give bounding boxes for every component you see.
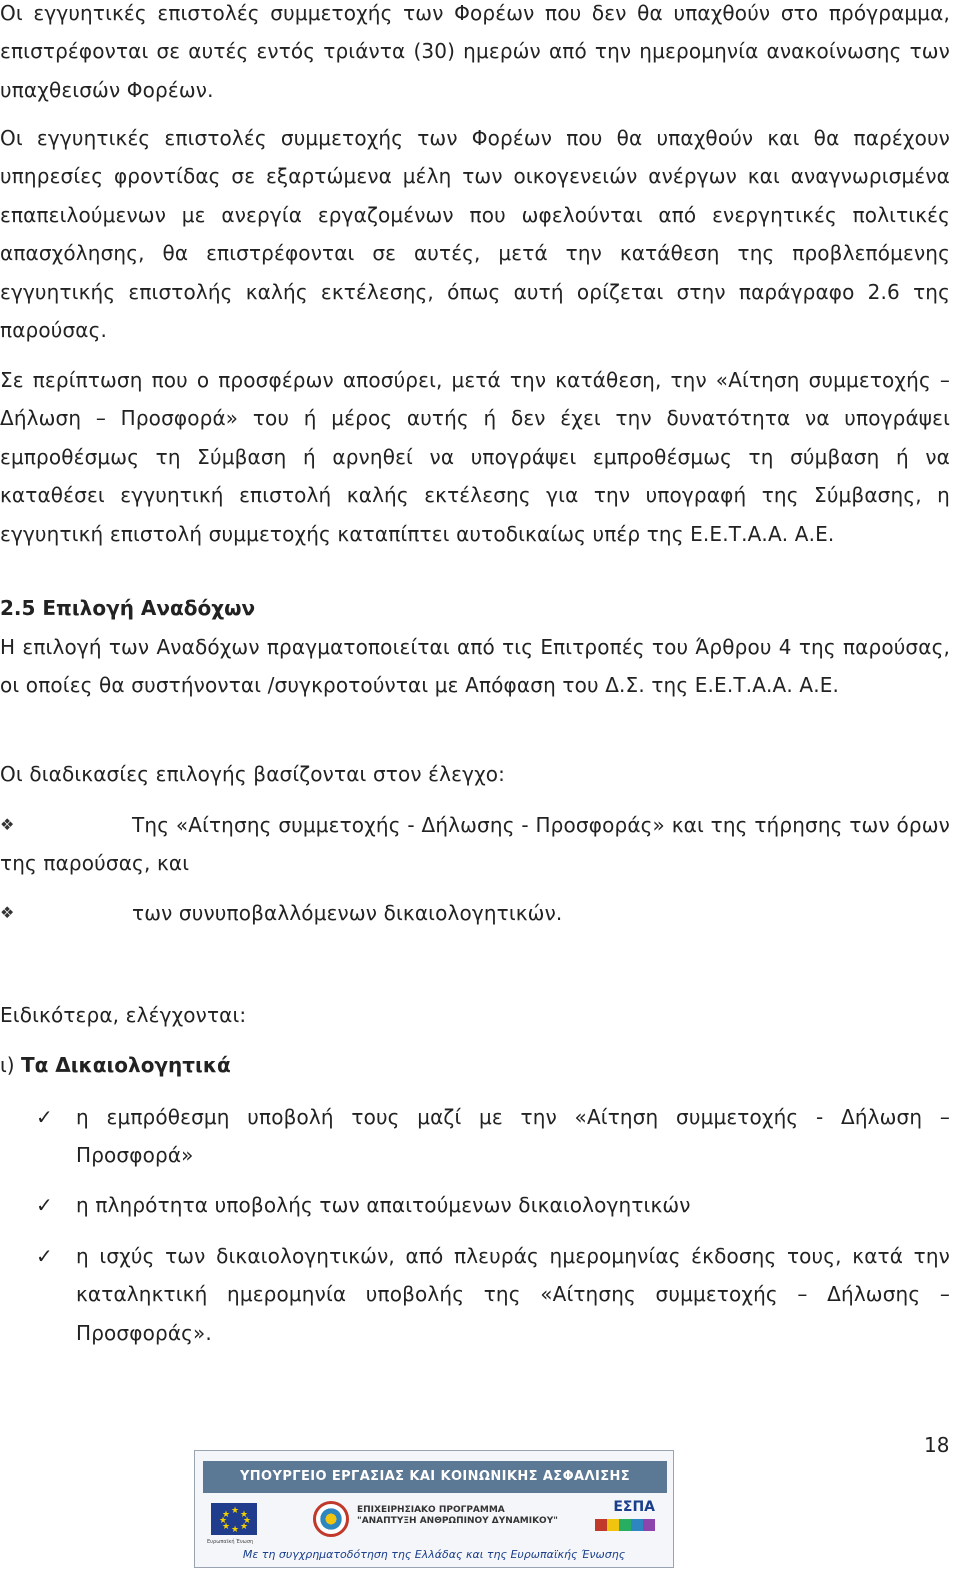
subsection-heading	[0, 1046, 231, 1084]
eu-flag-icon: ★ ★ ★ ★ ★ ★ ★ ★	[211, 1503, 257, 1535]
list-item	[0, 894, 950, 932]
check-item-text: η εμπρόθεσμη υποβολή τους μαζί με την «Αίτηση συμμετοχής - Δήλωση – Προσφορά»	[76, 1105, 950, 1168]
diamond-bullet-icon: ❖	[0, 903, 15, 922]
paragraph-guarantee-forfeit: Σε περίπτωση που ο προσφέρων αποσύρει, μετά την κατάθεση, την «Αίτηση συμμετοχής – Δήλωση – Προσφορά» του ή μέρος αυτής ή δεν έχει την δυνατότητα να υπογράψει εμπροθέσμως τη Σύμβαση ή αρνηθεί να υπογράψει εμπροθέσμως τη σύμβαση ή να καταθέσει εγγυητική επιστολή καλής εκτέλεσης για την υπογραφή της Σύμβασης, η εγγυητική επιστολή συμμετοχής καταπίπτει αυτοδικαίως υπέρ της Ε.Ε.Τ.Α.Α. Α.Ε.	[0, 368, 950, 546]
diamond-bullet-icon: ❖	[0, 815, 15, 834]
espa-logo	[589, 1499, 661, 1539]
program-name	[357, 1505, 558, 1527]
subsection-title: Τα Δικαιολογητικά	[20, 1053, 231, 1077]
page-number: 18	[924, 1433, 950, 1457]
paragraph-guarantee-return-selected: Οι εγγυητικές επιστολές συμμετοχής των Φορέων που θα υπαχθούν και θα παρέχουν υπηρεσίες φροντίδας σε εξαρτώμενα μέλη των οικογενειών ανέργων και αναγνωρισμένα επαπειλούμενων με ανεργία εργαζομένων που ωφελούνται από ενεργητικές πολιτικές απασχόλησης, θα επιστρέφονται σε αυτές, μετά την κατάθεση της προβλεπόμενης εγγυητικής επιστολής καλής εκτέλεσης, όπως αυτή ορίζεται στην παράγραφο 2.6 της παρούσας.	[0, 126, 950, 343]
eu-caption: Ευρωπαϊκή Ένωση	[207, 1539, 254, 1545]
check-item-text: η ισχύς των δικαιολογητικών, από πλευράς ημερομηνίας έκδοσης τους, κατά την καταληκτική ημερομηνία υποβολής της «Αίτησης συμμετοχής – Δήλωσης – Προσφοράς».	[76, 1244, 950, 1345]
section-heading: 2.5 Επιλογή Αναδόχων	[0, 596, 256, 620]
list-item-text: Της «Αίτησης συμμετοχής - Δήλωσης - Προσφοράς» και της τήρησης των όρων της παρούσας, και	[0, 813, 950, 876]
paragraph-specifically: Ειδικότερα, ελέγχονται:	[0, 1003, 247, 1027]
subsection-marker: ι)	[0, 1053, 15, 1077]
paragraph-selection-basis: Οι διαδικασίες επιλογής βασίζονται στον έλεγχο:	[0, 762, 506, 786]
program-line: "ΑΝΑΠΤΥΞΗ ΑΝΘΡΩΠΙΝΟΥ ΔΥΝΑΜΙΚΟΥ"	[357, 1516, 558, 1526]
check-item-text: η πληρότητα υποβολής των απαιτούμενων δικαιολογητικών	[76, 1193, 691, 1217]
paragraph-guarantee-return: Οι εγγυητικές επιστολές συμμετοχής των Φορέων που δεν θα υπαχθούν στο πρόγραμμα, επιστρέφονται σε αυτές εντός τριάντα (30) ημερών από την ημερομηνία ανακοίνωσης των υπαχθεισών Φορέων.	[0, 1, 950, 102]
espa-color-bar-icon	[595, 1519, 655, 1531]
program-line: ΕΠΙΧΕΙΡΗΣΙΑΚΟ ΠΡΟΓΡΑΜΜΑ	[357, 1505, 505, 1515]
espa-label: ΕΣΠΑ	[613, 1499, 655, 1515]
checkmark-icon: ✓	[36, 1193, 53, 1217]
ministry-title: ΥΠΟΥΡΓΕΙΟ ΕΡΓΑΣΙΑΣ ΚΑΙ ΚΟΙΝΩΝΙΚΗΣ ΑΣΦΑΛΙΣΗΣ	[203, 1461, 667, 1493]
program-logo-icon	[313, 1501, 349, 1537]
footer-banner	[194, 1450, 674, 1568]
checkmark-icon: ✓	[36, 1244, 53, 1268]
checkmark-icon: ✓	[36, 1105, 53, 1129]
list-item-text: των συνυποβαλλόμενων δικαιολογητικών.	[132, 901, 563, 925]
cofunding-note: Με τη συγχρηματοδότηση της Ελλάδας και της Ευρωπαϊκής Ένωσης	[242, 1548, 626, 1561]
paragraph-selection-committee: Η επιλογή των Αναδόχων πραγματοποιείται από τις Επιτροπές του Άρθρου 4 της παρούσας, οι οποίες θα συστήνονται /συγκροτούνται με Απόφαση του Δ.Σ. της Ε.Ε.Τ.Α.Α. Α.Ε.	[0, 635, 950, 698]
list-item	[0, 806, 950, 883]
